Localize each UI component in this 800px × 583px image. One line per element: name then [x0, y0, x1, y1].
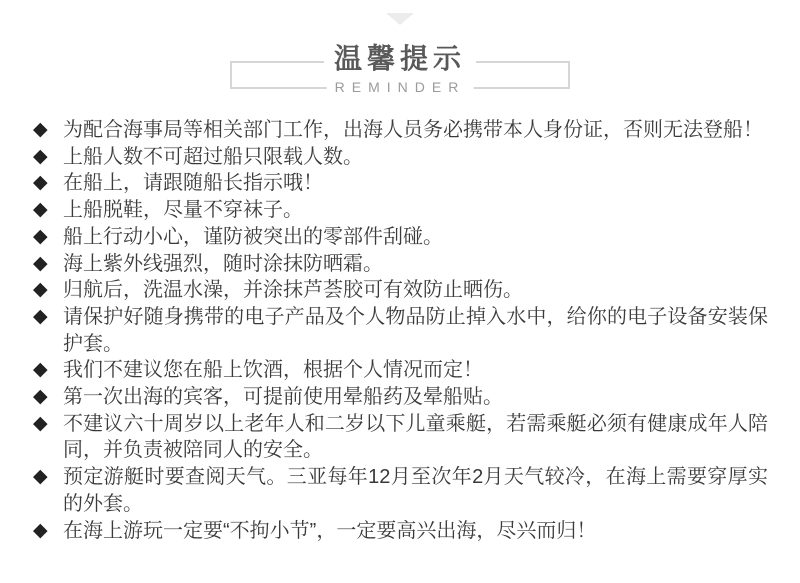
reminder-item-text: 第一次出海的宾客，可提前使用晕船药及晕船贴。 [63, 386, 503, 409]
reminder-item [33, 277, 768, 304]
reminder-item-text: 不建议六十周岁以上老年人和二岁以下儿童乘艇，若需乘艇必须有健康成年人陪同，并负责被陪同人的安全。 [63, 412, 768, 462]
reminder-item-text: 在船上，请跟随船长指示哦！ [63, 172, 323, 195]
reminder-item [33, 411, 768, 464]
reminder-item-text: 上船脱鞋，尽量不穿袜子。 [63, 199, 303, 222]
page-subtitle: REMINDER [327, 80, 474, 95]
diamond-bullet-icon: ◆ [33, 305, 48, 327]
reminder-header [230, 43, 570, 95]
reminder-item [33, 464, 768, 517]
reminder-page [0, 13, 800, 583]
diamond-bullet-icon: ◆ [33, 119, 48, 140]
reminder-item-text: 为配合海事局等相关部门工作，出海人员务必携带本人身份证，否则无法登船！ [63, 119, 763, 141]
reminder-item [33, 224, 768, 251]
reminder-item-text: 海上紫外线强烈，随时涂抹防晒霜。 [63, 252, 383, 275]
diamond-bullet-icon: ◆ [33, 172, 48, 194]
diamond-bullet-icon: ◆ [33, 412, 48, 434]
diamond-bullet-icon: ◆ [33, 519, 48, 541]
reminder-item [33, 170, 768, 197]
diamond-bullet-icon: ◆ [33, 252, 48, 274]
reminder-item [33, 518, 768, 545]
reminder-item-text: 上船人数不可超过船只限载人数。 [63, 145, 363, 168]
reminder-item-text: 船上行动小心，谨防被突出的零部件刮碰。 [63, 225, 443, 248]
reminder-item [33, 117, 768, 144]
reminder-list [33, 117, 768, 544]
diamond-bullet-icon: ◆ [33, 279, 48, 301]
reminder-item-text: 预定游艇时要查阅天气。三亚每年12月至次年2月天气较冷，在海上需要穿厚实的外套。 [63, 466, 768, 515]
reminder-item [33, 144, 768, 171]
page-title: 温馨提示 [324, 45, 476, 73]
reminder-item-text: 在海上游玩一定要“不拘小节”，一定要高兴出海，尽兴而归！ [63, 519, 597, 542]
reminder-item [33, 197, 768, 224]
reminder-item [33, 357, 768, 384]
diamond-bullet-icon: ◆ [33, 359, 48, 381]
reminder-item [33, 384, 768, 411]
diamond-bullet-icon: ◆ [33, 199, 48, 221]
reminder-item-text: 请保护好随身携带的电子产品及个人物品防止掉入水中，给你的电子设备安装保护套。 [63, 305, 768, 355]
diamond-bullet-icon: ◆ [33, 386, 48, 408]
diamond-bullet-icon: ◆ [33, 145, 48, 167]
reminder-item [33, 251, 768, 278]
chevron-down-icon [386, 13, 414, 25]
reminder-item [33, 304, 768, 357]
diamond-bullet-icon: ◆ [33, 225, 48, 247]
reminder-item-text: 我们不建议您在船上饮酒，根据个人情况而定！ [63, 359, 483, 382]
diamond-bullet-icon: ◆ [33, 466, 48, 488]
reminder-item-text: 归航后，洗温水澡，并涂抹芦荟胶可有效防止晒伤。 [63, 279, 523, 302]
